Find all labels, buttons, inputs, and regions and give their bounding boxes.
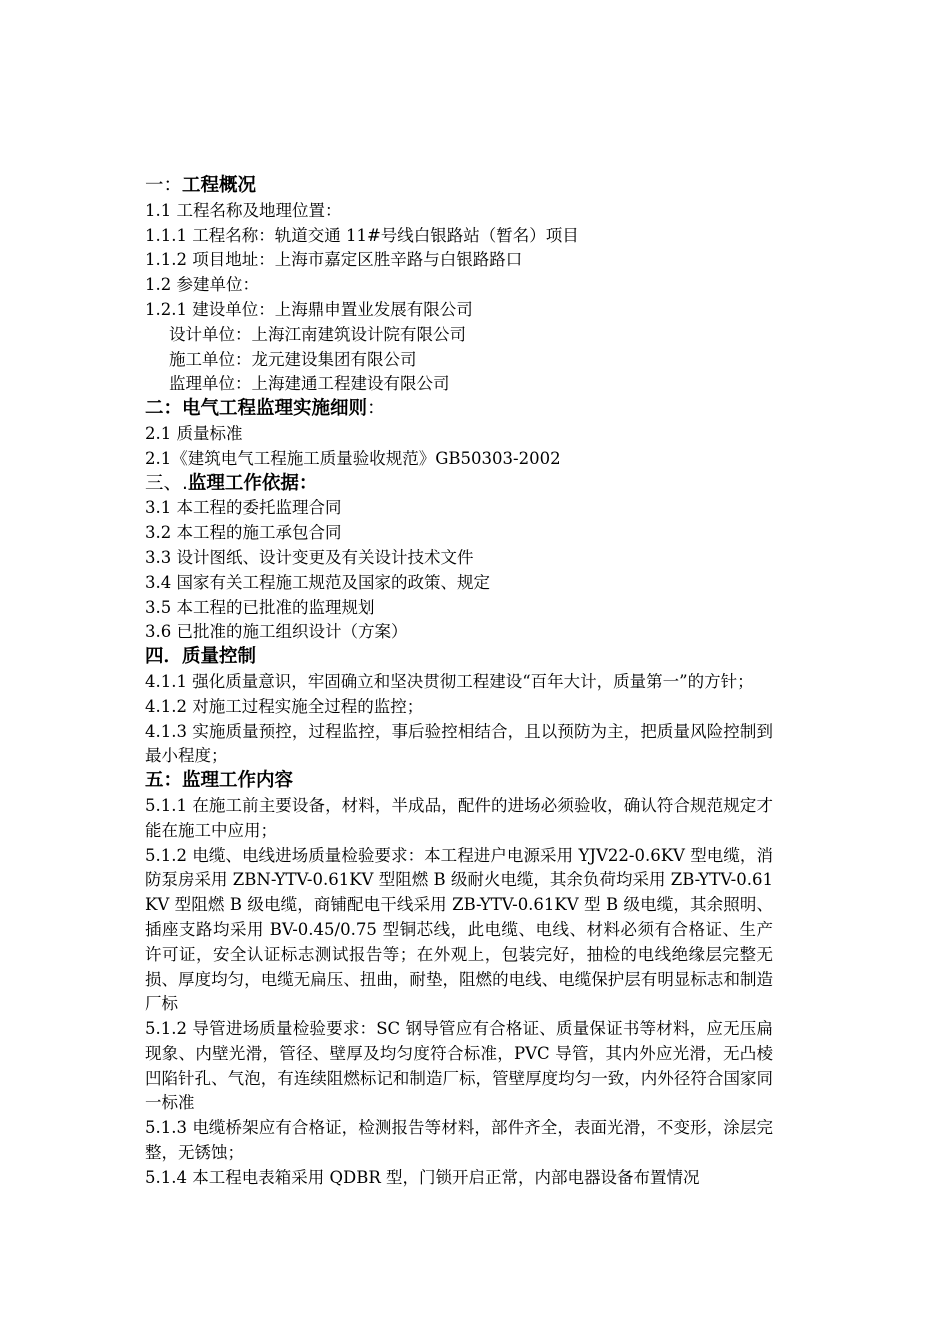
section-3-heading-prefix: 三、. [145, 472, 188, 494]
section-2-heading [145, 397, 773, 422]
section-5-paragraph: 5.1.4 本工程电表箱采用 QDBR 型，门锁开启正常，内部电器设备布置情况 [145, 1167, 700, 1187]
section-5-paragraph: 5.1.3 电缆桥架应有合格证，检测报告等材料，部件齐全，表面光滑，不变形，涂层完整，无锈蚀； [145, 1118, 773, 1163]
section-2-heading-text: 二：电气工程监理实施细则 [145, 398, 368, 420]
section-1-heading [145, 174, 773, 199]
section-4-paragraph: 4.1.3 实施质量预控，过程监控，事后验控相结合，且以预防为主，把质量风险控制到最小程度； [145, 721, 773, 766]
section-3-item: 3.4 国家有关工程施工规范及国家的政策、规定 [145, 572, 490, 592]
section-4-heading: 四．质量控制 [145, 646, 257, 668]
section-1-item: 1.1 工程名称及地理位置： [145, 200, 342, 220]
section-5-heading: 五：监理工作内容 [145, 770, 294, 792]
section-1-item: 1.2.1 建设单位：上海鼎申置业发展有限公司 [145, 299, 473, 319]
section-3-item: 3.3 设计图纸、设计变更及有关设计技术文件 [145, 547, 474, 567]
section-3-item: 3.1 本工程的委托监理合同 [145, 498, 342, 518]
section-5-paragraph: 5.1.2 导管进场质量检验要求：SC 钢导管应有合格证、质量保证书等材料，应无压扁现象、内壁光滑，管径、壁厚及均匀度符合标准，PVC 导管，其内外应光滑，无凸棱凹陷针孔、气泡，有连续阻燃标记和制造厂标，管壁厚度均匀一致，内外径符合国家同一标准 [145, 1019, 773, 1113]
section-5-paragraph: 5.1.2 电缆、电线进场质量检验要求：本工程进户电源采用 YJV22-0.6KV 型电缆，消防泵房采用 ZBN-YTV-0.61KV 型阻燃 B 级耐火电缆，其余负荷均采用 ZB-YTV-0.61KV 型阻燃 B 级电缆，商铺配电干线采用 ZB-YTV-0.61KV 型 B 级电缆，其余照明、插座支路均采用 BV-0.45/0.75 型铜芯线，此电缆、电线、材料必须有合格证、生产许可证，安全认证标志测试报告等；在外观上，包装完好，抽检的电线绝缘层完整无损、厚度均匀，电缆无扁压、扭曲，耐垫，阻燃的电线、电缆保护层有明显标志和制造厂标 [145, 845, 773, 1014]
section-1-indented-item: 监理单位：上海建通工程建设有限公司 [169, 374, 450, 394]
section-1-item: 1.1.1 工程名称：轨道交通 11#号线白银路站（暂名）项目 [145, 225, 579, 245]
section-4-paragraph: 4.1.1 强化质量意识，牢固确立和坚决贯彻工程建设“百年大计，质量第一”的方针； [145, 671, 754, 691]
section-3-item: 3.5 本工程的已批准的监理规划 [145, 597, 375, 617]
section-3-heading-text: 监理工作依据： [187, 472, 318, 494]
document-body [145, 174, 773, 1191]
section-1-indented-item: 设计单位：上海江南建筑设计院有限公司 [169, 324, 466, 344]
section-1-heading-text: 工程概况 [182, 175, 257, 196]
section-2-item: 2.1 质量标准 [145, 423, 243, 443]
section-4-paragraph: 4.1.2 对施工过程实施全过程的监控； [145, 696, 424, 716]
section-1-item: 1.1.2 项目地址：上海市嘉定区胜辛路与白银路路口 [145, 250, 523, 270]
section-1-heading-prefix: 一： [145, 175, 183, 196]
section-3-item: 3.2 本工程的施工承包合同 [145, 523, 342, 543]
section-3-item: 3.6 已批准的施工组织设计（方案） [145, 622, 408, 642]
section-2-item: 2.1《建筑电气工程施工质量验收规范》GB50303-2002 [145, 448, 561, 468]
section-2-heading-suffix: ： [367, 398, 386, 420]
section-1-indented-item: 施工单位：龙元建设集团有限公司 [169, 349, 417, 369]
section-5-paragraph: 5.1.1 在施工前主要设备，材料，半成品，配件的进场必须验收，确认符合规范规定才能在施工中应用； [145, 795, 773, 840]
section-3-heading [145, 472, 773, 497]
section-1-item: 1.2 参建单位： [145, 275, 259, 295]
